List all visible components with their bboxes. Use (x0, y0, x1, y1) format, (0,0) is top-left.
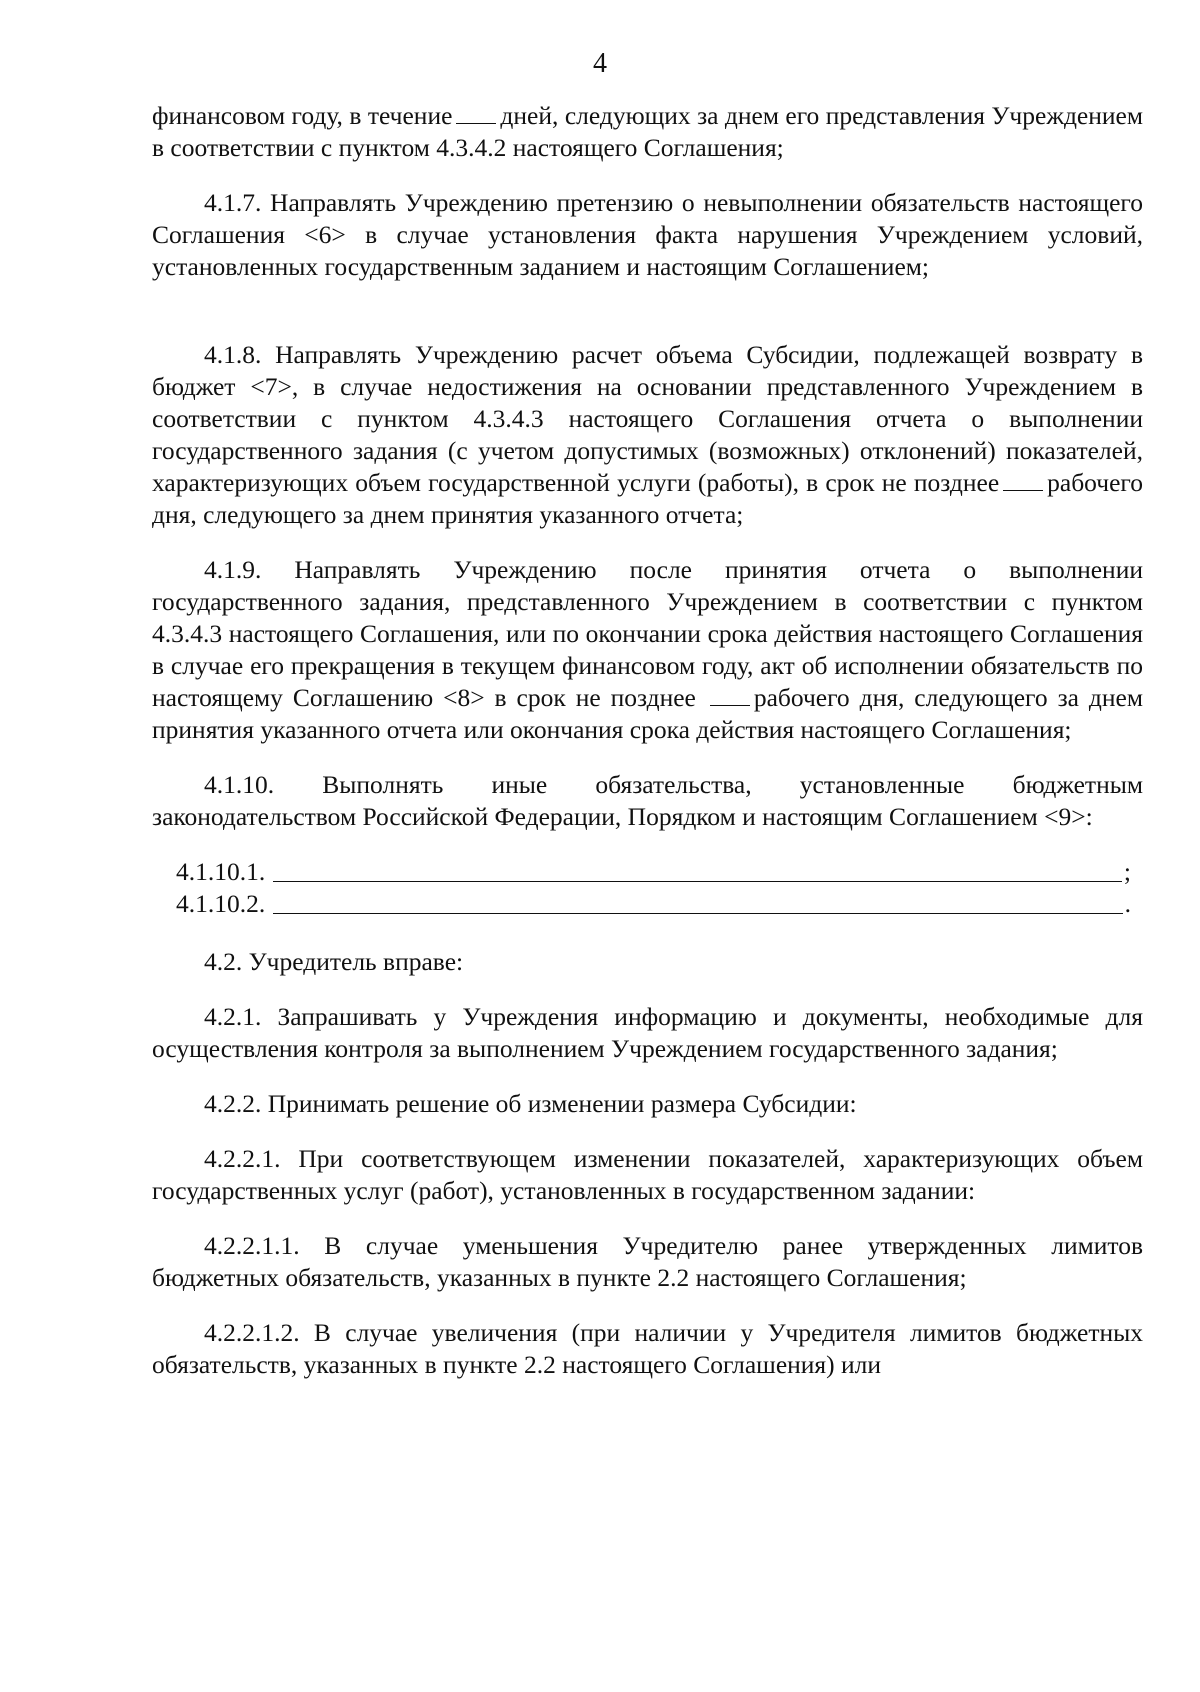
fill-end-mark: . (1124, 889, 1131, 918)
paragraph-4-2-2: 4.2.2. Принимать решение об изменении размера Субсидии: (204, 1089, 857, 1118)
paragraph-text: рабочего дня, следующего за днем принятия указанного отчета; (152, 468, 1143, 529)
fill-end-mark: ; (1123, 857, 1131, 886)
paragraph-4-1-7: 4.1.7. Направлять Учреждению претензию о невыполнении обязательств настоящего Соглашения <6> в случае установления факта нарушения Учреждением условий, установленных государственным заданием и настоящим Соглашением; (152, 188, 1143, 281)
paragraph-text: 4.1.8. Направлять Учреждению расчет объема Субсидии, подлежащей возврату в бюджет <7>, в случае недостижения на основании представленного Учреждением в соответствии с пунктом 4.3.4.3 настоящего Соглашения отчета о выполнении государственного задания (с учетом допустимых (возможных) отклонений) показателей, характеризующих объем государственной услуги (работы), в срок не позднее (152, 340, 1143, 497)
blank-field (710, 683, 750, 706)
fill-blank-line (273, 888, 1122, 914)
paragraph-text: рабочего дня, следующего за днем принятия указанного отчета или окончания срока действия настоящего Соглашения; (152, 683, 1143, 744)
paragraph-4-2: 4.2. Учредитель вправе: (204, 947, 464, 976)
fill-line-4-1-10-1 (176, 856, 1131, 888)
fill-blank-line (273, 856, 1122, 882)
paragraph-4-1-9 (152, 554, 1143, 746)
blank-field (1003, 468, 1043, 491)
fill-line-4-1-10-2 (176, 888, 1131, 920)
fill-label: 4.1.10.1. (176, 857, 266, 886)
paragraph-4-2-2-1: 4.2.2.1. При соответствующем изменении показателей, характеризующих объем государственных услуг (работ), установленных в государственном задании: (152, 1144, 1143, 1205)
paragraph-4-2-1: 4.2.1. Запрашивать у Учреждения информацию и документы, необходимые для осуществления контроля за выполнением Учреждением государственного задания; (152, 1002, 1143, 1063)
paragraph-4-2-2-1-2: 4.2.2.1.2. В случае увеличения (при наличии у Учредителя лимитов бюджетных обязательств, указанных в пункте 2.2 настоящего Соглашения) или (152, 1318, 1143, 1379)
paragraph-text: 4.1.9. Направлять Учреждению после принятия отчета о выполнении государственного задания, представленного Учреждением в соответствии с пунктом 4.3.4.3 настоящего Соглашения, или по окончании срока действия настоящего Соглашения в случае его прекращения в текущем финансовом году, акт об исполнении обязательств по настоящему Соглашению <8> в срок не позднее (152, 555, 1143, 712)
blank-field (456, 101, 496, 124)
page-number: 4 (593, 48, 607, 79)
paragraph-4-1-8 (152, 339, 1143, 531)
paragraph-text: дней, следующих за днем его представления Учреждением в соответствии с пунктом 4.3.4.2 настоящего Соглашения; (152, 101, 1143, 162)
paragraph-4-1-10: 4.1.10. Выполнять иные обязательства, установленные бюджетным законодательством Российской Федерации, Порядком и настоящим Соглашением <9>: (152, 770, 1143, 831)
fill-label: 4.1.10.2. (176, 889, 266, 918)
document-body (152, 100, 1143, 1381)
paragraph-continuation (152, 100, 1143, 164)
paragraph-4-2-2-1-1: 4.2.2.1.1. В случае уменьшения Учредителю ранее утвержденных лимитов бюджетных обязательств, указанных в пункте 2.2 настоящего Соглашения; (152, 1231, 1143, 1292)
paragraph-text: финансовом году, в течение (152, 101, 453, 130)
